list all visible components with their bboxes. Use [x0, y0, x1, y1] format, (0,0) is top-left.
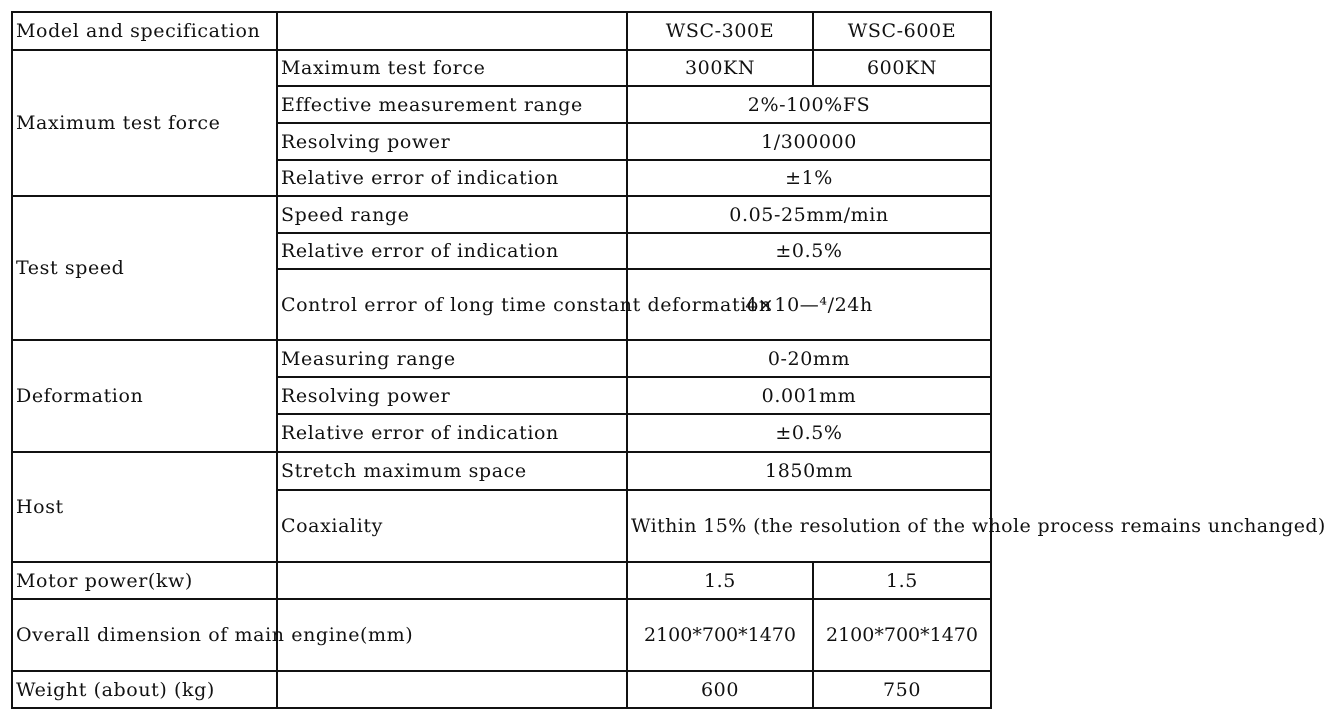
table-row: [12, 671, 991, 708]
value-cell-a: 1.5: [627, 562, 813, 599]
motor-power-label: Motor power(kw): [12, 562, 277, 599]
param-cell: Resolving power: [277, 123, 627, 160]
param-cell: Control error of long time constant deformation: [277, 269, 627, 340]
param-cell: Speed range: [277, 196, 627, 233]
section-deformation-label: Deformation: [12, 340, 277, 452]
value-cell: Within 15% (the resolution of the whole process remains unchanged): [627, 490, 991, 562]
table-row: [12, 196, 991, 233]
value-cell: 0.001mm: [627, 377, 991, 414]
value-cell-a: 2100*700*1470: [627, 599, 813, 671]
param-cell: [277, 562, 627, 599]
value-cell-b: 2100*700*1470: [813, 599, 991, 671]
value-cell: 1/300000: [627, 123, 991, 160]
table-row: [12, 562, 991, 599]
section-max-force-label: Maximum test force: [12, 50, 277, 196]
param-cell: Coaxiality: [277, 490, 627, 562]
weight-label: Weight (about) (kg): [12, 671, 277, 708]
param-cell: Relative error of indication: [277, 414, 627, 452]
header-model-b: WSC-600E: [813, 12, 991, 50]
param-cell: Measuring range: [277, 340, 627, 377]
param-cell: [277, 671, 627, 708]
value-cell-a: 600: [627, 671, 813, 708]
value-cell-b: 1.5: [813, 562, 991, 599]
table-row: [12, 340, 991, 377]
table-row: [12, 50, 991, 86]
section-speed-label: Test speed: [12, 196, 277, 340]
value-cell: ±1%: [627, 160, 991, 196]
param-cell: Effective measurement range: [277, 86, 627, 123]
header-row: [12, 12, 991, 50]
dimension-label: Overall dimension of main engine(mm): [12, 599, 277, 671]
value-cell: 1850mm: [627, 452, 991, 490]
header-model-a: WSC-300E: [627, 12, 813, 50]
value-cell-b: 750: [813, 671, 991, 708]
value-cell: 4×10—⁴/24h: [627, 269, 991, 340]
value-cell: 0.05-25mm/min: [627, 196, 991, 233]
value-cell: ±0.5%: [627, 414, 991, 452]
specification-table: [11, 11, 1326, 709]
param-cell: Relative error of indication: [277, 160, 627, 196]
value-cell: 0-20mm: [627, 340, 991, 377]
value-cell: ±0.5%: [627, 233, 991, 269]
param-cell: Maximum test force: [277, 50, 627, 86]
header-model-spec: Model and specification: [12, 12, 277, 50]
table-row: [12, 599, 991, 671]
header-parameter: [277, 12, 627, 50]
param-cell: Resolving power: [277, 377, 627, 414]
table-row: [12, 452, 991, 490]
value-cell-b: 600KN: [813, 50, 991, 86]
value-cell: 2%-100%FS: [627, 86, 991, 123]
value-cell-a: 300KN: [627, 50, 813, 86]
section-host-label: Host: [12, 452, 277, 562]
param-cell: Relative error of indication: [277, 233, 627, 269]
param-cell: Stretch maximum space: [277, 452, 627, 490]
